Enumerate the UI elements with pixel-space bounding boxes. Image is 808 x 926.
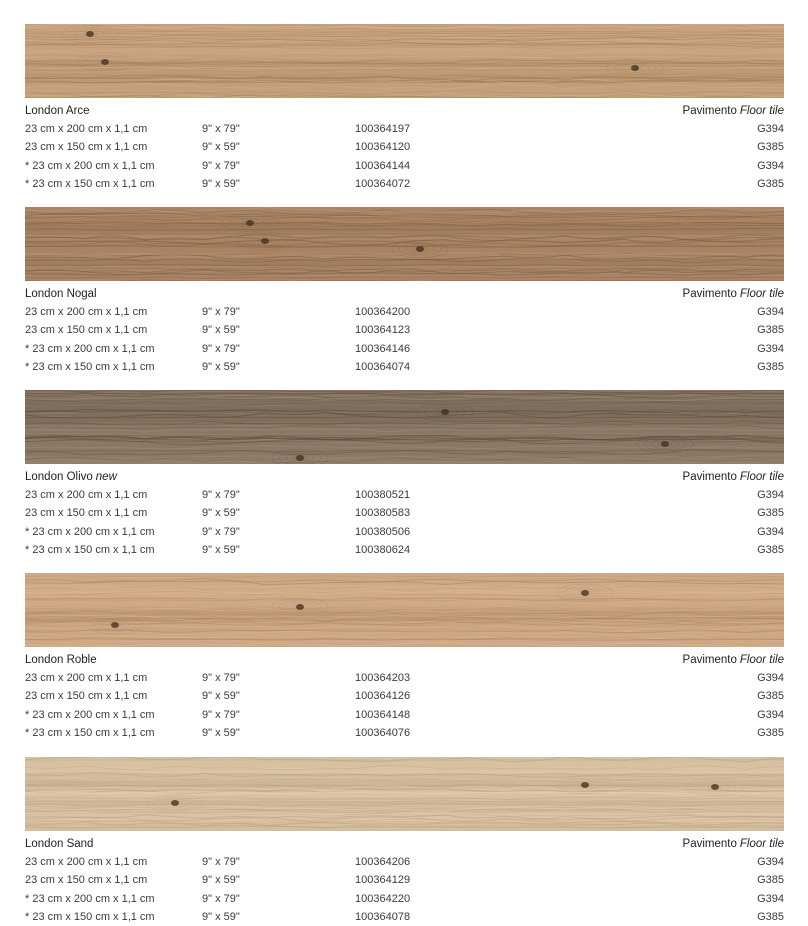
product-london-olivo: [25, 390, 784, 559]
spec-row: [25, 157, 784, 175]
product-london-sand: [25, 757, 784, 926]
size-metric: 23 cm x 150 cm x 1,1 cm: [25, 874, 148, 887]
packaging-code: G385: [757, 690, 784, 703]
spec-row: [25, 523, 784, 541]
product-london-roble: [25, 573, 784, 742]
spec-row: [25, 120, 784, 138]
spec-row: [25, 486, 784, 504]
wood-texture-swatch: [25, 390, 784, 464]
product-header: [25, 285, 784, 303]
product-code: 100364120: [355, 141, 411, 154]
product-category: Pavimento Floor tile: [682, 654, 784, 666]
product-category: Pavimento Floor tile: [682, 838, 784, 850]
size-metric: * 23 cm x 200 cm x 1,1 cm: [25, 159, 155, 172]
packaging-code: G385: [757, 874, 784, 887]
spec-row: [25, 358, 784, 376]
packaging-code: G385: [757, 324, 784, 337]
product-code: 100364144: [355, 159, 411, 172]
product-header: [25, 651, 784, 669]
size-metric: * 23 cm x 150 cm x 1,1 cm: [25, 910, 155, 923]
size-imperial: 9" x 59": [202, 726, 240, 739]
product-category: Pavimento Floor tile: [682, 105, 784, 117]
size-imperial: 9" x 79": [202, 672, 240, 684]
product-name: London Olivo new: [25, 471, 117, 483]
packaging-code: G385: [757, 177, 784, 190]
packaging-code: G394: [757, 892, 784, 905]
size-imperial: 9" x 59": [202, 507, 240, 520]
size-imperial: 9" x 59": [202, 324, 240, 337]
packaging-code: G385: [757, 726, 784, 739]
product-code: 100380624: [355, 543, 411, 556]
size-metric: 23 cm x 200 cm x 1,1 cm: [25, 856, 148, 868]
packaging-code: G394: [757, 708, 784, 721]
packaging-code: G394: [757, 672, 784, 684]
spec-row: [25, 504, 784, 522]
product-header: [25, 835, 784, 853]
product-code: 100364206: [355, 856, 411, 868]
product-category: Pavimento Floor tile: [682, 288, 784, 300]
product-london-arce: [25, 24, 784, 193]
packaging-code: G385: [757, 141, 784, 154]
size-metric: 23 cm x 200 cm x 1,1 cm: [25, 306, 148, 318]
spec-row: [25, 853, 784, 871]
product-code: 100364148: [355, 708, 411, 721]
size-metric: 23 cm x 150 cm x 1,1 cm: [25, 324, 148, 337]
size-metric: 23 cm x 150 cm x 1,1 cm: [25, 690, 148, 703]
size-metric: * 23 cm x 200 cm x 1,1 cm: [25, 708, 155, 721]
spec-row: [25, 890, 784, 908]
product-code: 100364123: [355, 324, 411, 337]
spec-row: [25, 340, 784, 358]
product-code: 100364074: [355, 360, 411, 373]
packaging-code: G394: [757, 489, 784, 501]
product-code: 100364220: [355, 892, 411, 905]
size-imperial: 9" x 79": [202, 525, 240, 538]
size-imperial: 9" x 79": [202, 708, 240, 721]
size-imperial: 9" x 59": [202, 690, 240, 703]
size-imperial: 9" x 79": [202, 123, 240, 135]
size-imperial: 9" x 59": [202, 177, 240, 190]
new-badge: new: [95, 471, 117, 483]
size-metric: * 23 cm x 200 cm x 1,1 cm: [25, 525, 155, 538]
product-london-nogal: [25, 207, 784, 376]
size-imperial: 9" x 79": [202, 856, 240, 868]
size-imperial: 9" x 59": [202, 910, 240, 923]
packaging-code: G394: [757, 342, 784, 355]
spec-row: [25, 321, 784, 339]
size-imperial: 9" x 59": [202, 141, 240, 154]
spec-row: [25, 706, 784, 724]
product-name: London Arce: [25, 105, 90, 117]
size-imperial: 9" x 79": [202, 342, 240, 355]
spec-row: [25, 175, 784, 193]
size-imperial: 9" x 79": [202, 159, 240, 172]
wood-texture-swatch: [25, 24, 784, 98]
size-imperial: 9" x 79": [202, 892, 240, 905]
size-imperial: 9" x 59": [202, 543, 240, 556]
product-code: 100380506: [355, 525, 411, 538]
product-code: 100364146: [355, 342, 411, 355]
product-code: 100364076: [355, 726, 411, 739]
product-category: Pavimento Floor tile: [682, 471, 784, 483]
product-code: 100364197: [355, 123, 411, 135]
size-metric: 23 cm x 200 cm x 1,1 cm: [25, 489, 148, 501]
packaging-code: G385: [757, 543, 784, 556]
size-imperial: 9" x 79": [202, 306, 240, 318]
wood-texture-swatch: [25, 573, 784, 647]
packaging-code: G385: [757, 507, 784, 520]
spec-row: [25, 669, 784, 687]
product-name: London Nogal: [25, 288, 97, 300]
size-metric: * 23 cm x 200 cm x 1,1 cm: [25, 342, 155, 355]
wood-texture-swatch: [25, 207, 784, 281]
packaging-code: G394: [757, 306, 784, 318]
packaging-code: G385: [757, 910, 784, 923]
product-header: [25, 468, 784, 486]
product-code: 100364126: [355, 690, 411, 703]
size-imperial: 9" x 79": [202, 489, 240, 501]
spec-row: [25, 138, 784, 156]
product-name: London Roble: [25, 654, 97, 666]
product-header: [25, 102, 784, 120]
size-metric: * 23 cm x 200 cm x 1,1 cm: [25, 892, 155, 905]
product-code: 100364200: [355, 306, 411, 318]
product-code: 100364129: [355, 874, 411, 887]
size-metric: * 23 cm x 150 cm x 1,1 cm: [25, 360, 155, 373]
spec-row: [25, 303, 784, 321]
packaging-code: G385: [757, 360, 784, 373]
packaging-code: G394: [757, 159, 784, 172]
packaging-code: G394: [757, 856, 784, 868]
size-metric: * 23 cm x 150 cm x 1,1 cm: [25, 543, 155, 556]
size-metric: 23 cm x 200 cm x 1,1 cm: [25, 123, 148, 135]
packaging-code: G394: [757, 123, 784, 135]
size-metric: 23 cm x 200 cm x 1,1 cm: [25, 672, 148, 684]
product-code: 100364072: [355, 177, 411, 190]
product-code: 100364203: [355, 672, 411, 684]
product-code: 100380583: [355, 507, 411, 520]
product-name: London Sand: [25, 838, 94, 850]
size-metric: 23 cm x 150 cm x 1,1 cm: [25, 141, 148, 154]
spec-row: [25, 908, 784, 926]
wood-texture-swatch: [25, 757, 784, 831]
size-imperial: 9" x 59": [202, 874, 240, 887]
spec-row: [25, 541, 784, 559]
size-metric: 23 cm x 150 cm x 1,1 cm: [25, 507, 148, 520]
product-code: 100364078: [355, 910, 411, 923]
size-metric: * 23 cm x 150 cm x 1,1 cm: [25, 177, 155, 190]
spec-row: [25, 724, 784, 742]
spec-row: [25, 687, 784, 705]
size-imperial: 9" x 59": [202, 360, 240, 373]
spec-row: [25, 871, 784, 889]
size-metric: * 23 cm x 150 cm x 1,1 cm: [25, 726, 155, 739]
product-code: 100380521: [355, 489, 411, 501]
packaging-code: G394: [757, 525, 784, 538]
